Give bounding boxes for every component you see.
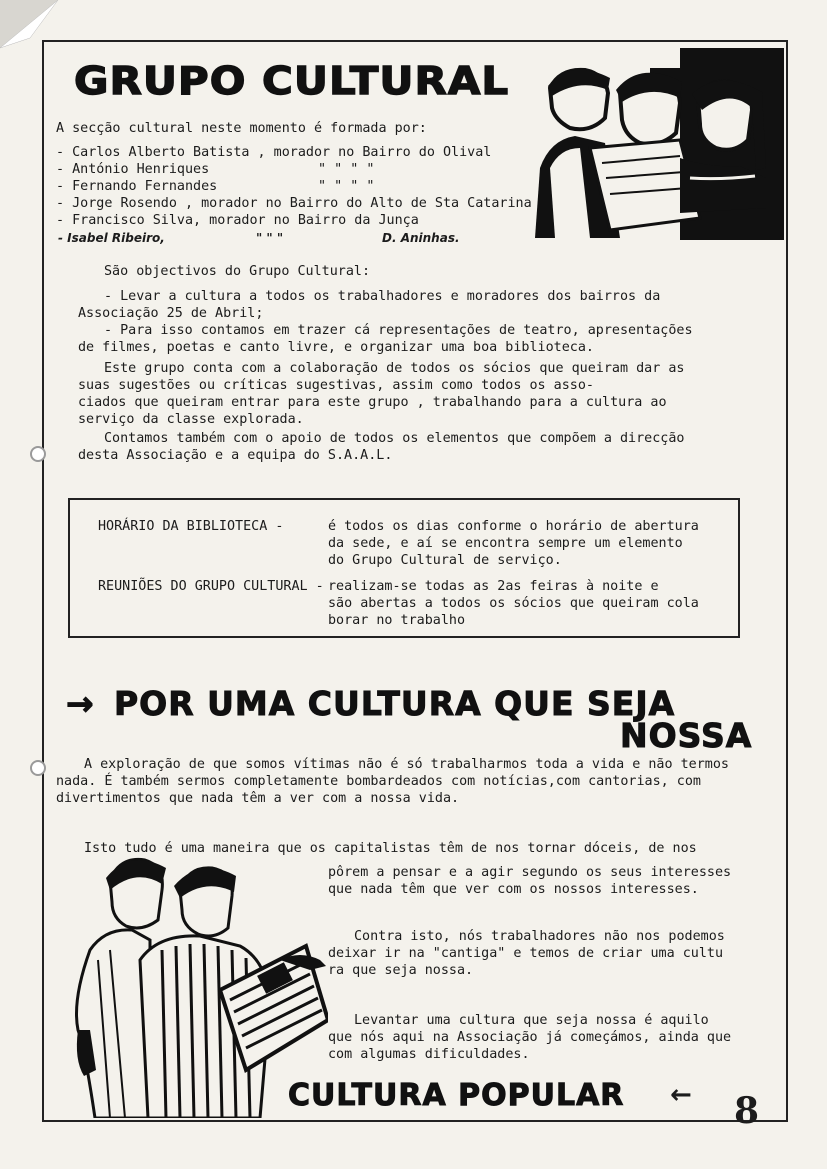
library-hours-text: é todos os dias conforme o horário de abertura da sede, e aí se encontra sempre um elemento do Grupo Cultural de serviço. — [328, 519, 699, 568]
against-this-paragraph: Contra isto, nós trabalhadores não nos podemos deixar ir na "cantiga" e temos de criar uma cultu ra que seja nossa. — [328, 929, 725, 978]
list-item: - Carlos Alberto Batista , morador no Bairro do Olival — [56, 145, 492, 160]
binder-hole-bottom — [30, 760, 46, 776]
handwritten-member-name: - Isabel Ribeiro, — [58, 231, 165, 245]
objective-item-2: - Para isso contamos em trazer cá representações de teatro, apresentações de filmes, poetas e canto livre, e organizar uma boa biblioteca. — [78, 323, 693, 355]
list-item: - Jorge Rosendo , morador no Bairro do Alto de Sta Catarina — [56, 196, 532, 211]
page-number: 8 — [734, 1090, 760, 1132]
collaboration-paragraph: Este grupo conta com a colaboração de todos os sócios que queiram dar as suas sugestões ou críticas sugestivas, assim como todos os asso- ciados que queiram entrar para este grupo , trabalhando para a cultura ao serviço da classe explorada. — [78, 361, 685, 427]
ditto-marks: " " " " — [318, 179, 375, 194]
raise-culture-paragraph: Levantar uma cultura que seja nossa é aquilo que nós aqui na Associação já começámos, ainda que com algumas dificuldades. — [328, 1013, 732, 1062]
capitalists-paragraph-end: pôrem a pensar e a agir segundo os seus interesses que nada têm que ver com os nossos interesses. — [328, 865, 732, 897]
page-title: GRUPO CULTURAL — [74, 57, 510, 104]
list-item: - António Henriques — [56, 162, 210, 177]
intro-text: A secção cultural neste momento é formada por: — [56, 121, 427, 136]
meetings-text: realizam-se todas as 2as feiras à noite e são abertas a todos os sócios que queiram cola borar no trabalho — [328, 579, 699, 628]
section-heading-line1: POR UMA CULTURA QUE SEJA — [114, 684, 676, 723]
support-paragraph: Contamos também com o apoio de todos os elementos que compõem a direcção desta Associação e a equipa do S.A.A.L. — [78, 431, 685, 463]
section-heading-line2: NOSSA — [620, 716, 753, 755]
objective-item-1: - Levar a cultura a todos os trabalhadores e moradores dos bairros da Associação 25 de Abril; — [78, 289, 661, 321]
people-reading-illustration — [530, 48, 784, 240]
ditto-marks: " " " " — [318, 162, 375, 177]
section-arrow: → — [66, 684, 95, 723]
footer-title: CULTURA POPULAR — [288, 1078, 625, 1113]
capitalists-paragraph-start: Isto tudo é uma maneira que os capitalistas têm de nos tornar dóceis, de nos — [84, 841, 697, 856]
handwritten-ditto-marks: " " " — [256, 231, 284, 245]
list-item: - Francisco Silva, morador no Bairro da Junça — [56, 213, 419, 228]
meetings-label: REUNIÕES DO GRUPO CULTURAL - — [98, 579, 324, 594]
footer-arrow: ← — [670, 1080, 692, 1110]
objectives-lead: São objectivos do Grupo Cultural: — [104, 264, 371, 279]
exploitation-paragraph: A exploração de que somos vítimas não é só trabalharmos toda a vida e não termos nada. É também sermos completamente bombardeados com notícias,com cantorias, com divertimentos que nada têm a ver com a nossa vida. — [56, 757, 729, 806]
library-hours-label: HORÁRIO DA BIBLIOTECA - — [98, 519, 284, 534]
handwritten-member-suffix: D. Aninhas. — [382, 231, 460, 245]
list-item: - Fernando Fernandes — [56, 179, 218, 194]
binder-hole-top — [30, 446, 46, 462]
